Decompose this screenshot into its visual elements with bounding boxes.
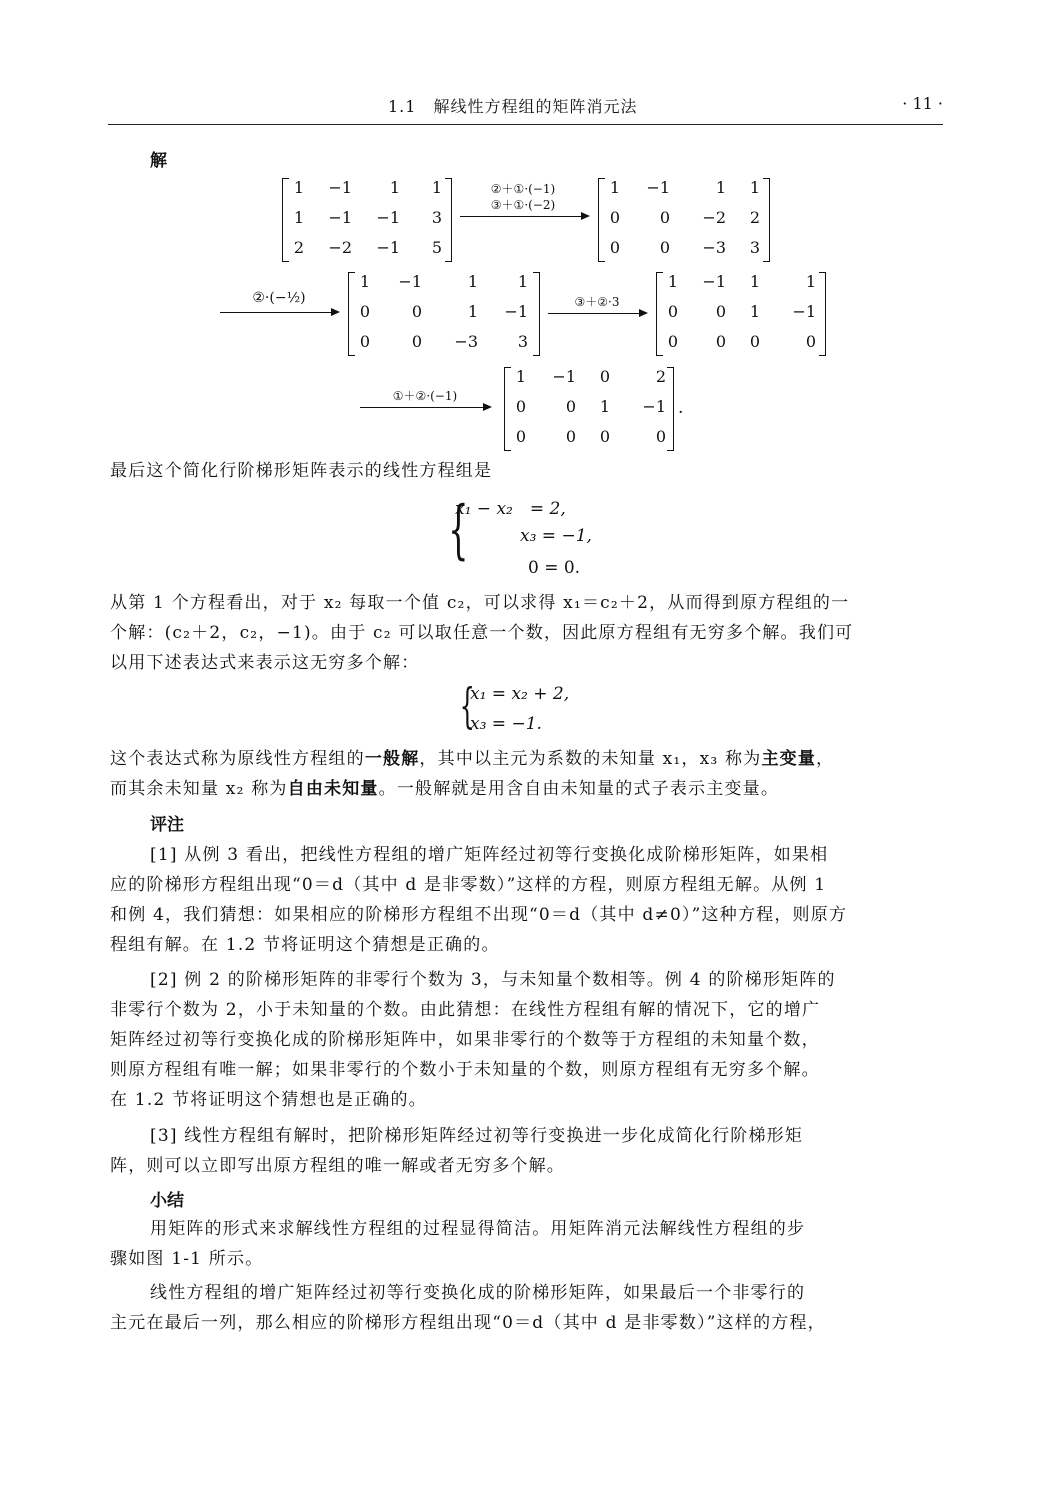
text-line: [3] 线性方程组有解时，把阶梯形矩阵经过初等行变换进一步化成简化行阶梯形矩 — [150, 1126, 804, 1146]
transform-arrow — [460, 216, 588, 217]
matrix-cell: 1 — [715, 178, 726, 197]
matrix-cell: 1 — [359, 272, 370, 291]
section-title: 1.1 解线性方程组的矩阵消元法 — [388, 97, 638, 116]
remark-heading: 评注 — [150, 815, 184, 835]
matrix-cell: 1 — [517, 272, 528, 291]
matrix-cell: 0 — [609, 208, 620, 227]
matrix-cell: −1 — [328, 208, 352, 227]
matrix-cell: 0 — [667, 302, 678, 321]
matrix-cell: 0 — [805, 332, 816, 351]
matrix-cell: 0 — [411, 302, 422, 321]
text-line: 非零行个数为 2，小于未知量的个数。由此猜想：在线性方程组有解的情况下，它的增广 — [110, 1000, 821, 1020]
matrix-end-punct: . — [678, 398, 684, 418]
equation: x₃ = −1. — [470, 714, 542, 734]
matrix-cell: −1 — [376, 208, 400, 227]
op-label: ①＋②·(−1) — [392, 389, 458, 403]
text-line: 最后这个简化行阶梯形矩阵表示的线性方程组是 — [110, 461, 493, 481]
matrix-cell: −1 — [702, 272, 726, 291]
matrix-cell: 0 — [515, 427, 526, 446]
matrix-cell: −1 — [642, 397, 666, 416]
transform-arrow — [360, 407, 490, 408]
equation: x₃ = −1, — [520, 526, 592, 546]
transform-arrow — [548, 313, 646, 314]
matrix-cell: 1 — [599, 397, 610, 416]
matrix-cell: 0 — [655, 427, 666, 446]
matrix-cell: 2 — [293, 238, 304, 257]
equation: x₁ − x₂ = 2, — [455, 499, 566, 519]
text-span: 而其余未知量 x₂ 称为 — [110, 779, 288, 799]
matrix-cell: −1 — [376, 238, 400, 257]
equation: x₁ = x₂ + 2, — [470, 684, 570, 704]
matrix-cell: −1 — [646, 178, 670, 197]
matrix-cell: 0 — [599, 367, 610, 386]
page-number: · 11 · — [902, 94, 943, 113]
text-line: 和例 4，我们猜想：如果相应的阶梯形方程组不出现“0＝d（其中 d≠0）”这种方程，则原方 — [110, 905, 848, 925]
matrix-cell: −3 — [454, 332, 478, 351]
op-label: ②·(−½) — [252, 290, 306, 306]
transform-arrow — [220, 312, 338, 313]
term-general-solution: 一般解 — [364, 749, 420, 769]
matrix-cell: 1 — [749, 178, 760, 197]
text-line: 个解：(c₂＋2，c₂，−1)。由于 c₂ 可以取任意一个数，因此原方程组有无穷多个解。我们可 — [110, 623, 854, 643]
text-line: 程组有解。在 1.2 节将证明这个猜想是正确的。 — [110, 935, 500, 955]
matrix-cell: 5 — [431, 238, 442, 257]
matrix-cell: 0 — [565, 427, 576, 446]
matrix-cell: 1 — [467, 302, 478, 321]
matrix-cell: 0 — [515, 397, 526, 416]
bracket-right — [763, 178, 770, 262]
matrix-cell: −1 — [552, 367, 576, 386]
text-line: [1] 从例 3 看出，把线性方程组的增广矩阵经过初等行变换化成阶梯形矩阵，如果相 — [150, 845, 829, 865]
matrix-cell: 0 — [359, 302, 370, 321]
matrix-cell: −1 — [398, 272, 422, 291]
text-line: 则原方程组有唯一解；如果非零行的个数小于未知量的个数，则原方程组有无穷多个解。 — [110, 1060, 820, 1080]
matrix-cell: 0 — [359, 332, 370, 351]
text-span: ，其中以主元为系数的未知量 x₁，x₃ 称为 — [419, 749, 762, 769]
matrix-cell: 3 — [431, 208, 442, 227]
text-line: 应的阶梯形方程组出现“0＝d（其中 d 是非零数）”这样的方程，则原方程组无解。从例 1 — [110, 875, 827, 895]
text-line: 骤如图 1-1 所示。 — [110, 1249, 264, 1269]
term-free-variable: 自由未知量 — [287, 779, 379, 799]
matrix-cell: −1 — [504, 302, 528, 321]
matrix-cell: −1 — [792, 302, 816, 321]
matrix-cell: 1 — [667, 272, 678, 291]
matrix-cell: 0 — [715, 332, 726, 351]
matrix-cell: 1 — [515, 367, 526, 386]
text-line: 以用下述表达式来表示这无穷多个解： — [110, 653, 420, 673]
brace-icon: { — [448, 493, 469, 567]
matrix-cell: 1 — [467, 272, 478, 291]
matrix-cell: 0 — [715, 302, 726, 321]
matrix-cell: 1 — [805, 272, 816, 291]
text-line: [2] 例 2 的阶梯形矩阵的非零行个数为 3，与未知量个数相等。例 4 的阶梯形矩阵的 — [150, 970, 836, 990]
matrix-cell: 1 — [293, 178, 304, 197]
bracket-right — [445, 178, 452, 262]
matrix-cell: 3 — [749, 238, 760, 257]
matrix-cell: 0 — [565, 397, 576, 416]
matrix-cell: −1 — [328, 178, 352, 197]
matrix-cell: 1 — [389, 178, 400, 197]
matrix-2 — [598, 178, 770, 260]
matrix-cell: 0 — [667, 332, 678, 351]
matrix-cell: 0 — [659, 208, 670, 227]
text-line: 从第 1 个方程看出，对于 x₂ 每取一个值 c₂，可以求得 x₁＝c₂＋2，从而得到原方程组的一 — [110, 593, 850, 613]
matrix-cell: 2 — [749, 208, 760, 227]
equation: 0 = 0. — [528, 558, 581, 578]
matrix-cell: 1 — [293, 208, 304, 227]
matrix-1 — [282, 178, 452, 260]
text-span: 。一般解就是用含自由未知量的式子表示主变量。 — [378, 779, 780, 799]
matrix-3 — [348, 272, 540, 354]
op-label: ③＋②·3 — [574, 295, 620, 309]
brace-icon: { — [459, 678, 475, 734]
text-line: 矩阵经过初等行变换化成的阶梯形矩阵中，如果非零行的个数等于方程组的未知量个数， — [110, 1030, 820, 1050]
matrix-cell: −3 — [702, 238, 726, 257]
matrix-cell: 2 — [655, 367, 666, 386]
bracket-right — [819, 272, 826, 356]
bracket-right — [667, 367, 674, 451]
text-span: 这个表达式称为原线性方程组的 — [110, 749, 365, 769]
matrix-4 — [656, 272, 826, 354]
matrix-cell: 3 — [517, 332, 528, 351]
matrix-cell: 1 — [609, 178, 620, 197]
summary-heading: 小结 — [150, 1191, 184, 1211]
matrix-cell: 0 — [599, 427, 610, 446]
matrix-cell: 0 — [659, 238, 670, 257]
running-header — [108, 92, 943, 125]
text-line: 用矩阵的形式来求解线性方程组的过程显得简洁。用矩阵消元法解线性方程组的步 — [150, 1219, 806, 1239]
op-label: ②＋①·(−1) — [490, 182, 556, 196]
term-main-variable: 主变量 — [761, 749, 817, 769]
op-label: ③＋①·(−2) — [490, 198, 556, 212]
text-line: 在 1.2 节将证明这个猜想也是正确的。 — [110, 1090, 427, 1110]
text-line — [110, 744, 834, 774]
bracket-right — [533, 272, 540, 356]
text-span: ， — [816, 749, 835, 769]
matrix-cell: 1 — [749, 302, 760, 321]
matrix-cell: 1 — [431, 178, 442, 197]
matrix-cell: −2 — [702, 208, 726, 227]
text-line: 主元在最后一列，那么相应的阶梯形方程组出现“0＝d（其中 d 是非零数）”这样的方程， — [110, 1313, 826, 1333]
matrix-5 — [504, 367, 674, 449]
matrix-cell: 0 — [609, 238, 620, 257]
text-line: 线性方程组的增广矩阵经过初等行变换化成的阶梯形矩阵，如果最后一个非零行的 — [150, 1283, 806, 1303]
matrix-cell: 0 — [411, 332, 422, 351]
text-line: 阵，则可以立即写出原方程组的唯一解或者无穷多个解。 — [110, 1156, 565, 1176]
solution-label: 解 — [150, 151, 167, 171]
matrix-cell: 0 — [749, 332, 760, 351]
matrix-cell: 1 — [749, 272, 760, 291]
matrix-cell: −2 — [328, 238, 352, 257]
text-line — [110, 774, 779, 804]
